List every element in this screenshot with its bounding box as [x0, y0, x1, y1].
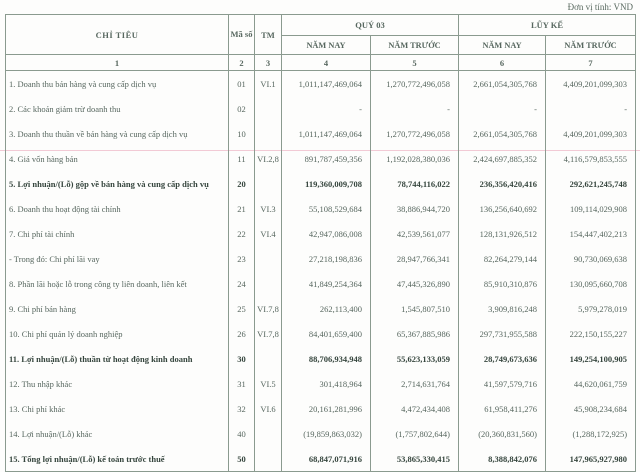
value-lk-nam-truoc: 5,979,278,019 [546, 296, 636, 321]
row-label: 14. Lợi nhuận/(Lỗ) khác [6, 421, 229, 446]
col-number: 3 [255, 55, 282, 71]
value-lk-nam-nay: 297,731,955,588 [459, 321, 546, 346]
value-lk-nam-truoc: 4,409,201,099,303 [546, 121, 636, 146]
row-ma-so: 40 [229, 421, 255, 446]
table-row [6, 346, 636, 371]
value-lk-nam-truoc: 292,621,245,748 [546, 171, 636, 196]
row-ma-so: 50 [229, 446, 255, 472]
row-ma-so: 22 [229, 221, 255, 246]
row-ma-so: 20 [229, 171, 255, 196]
row-label: - Trong đó: Chi phí lãi vay [6, 246, 229, 271]
value-lk-nam-nay: 61,958,411,276 [459, 396, 546, 421]
table-row [6, 146, 636, 171]
table-row [6, 196, 636, 221]
row-label: 13. Chi phí khác [6, 396, 229, 421]
row-tm: VI.2,8 [255, 146, 282, 171]
value-q3-nam-nay: 55,108,529,684 [282, 196, 371, 221]
value-lk-nam-truoc: - [546, 96, 636, 121]
row-ma-so: 30 [229, 346, 255, 371]
row-tm: VI.7,8 [255, 296, 282, 321]
row-label: 15. Tổng lợi nhuận/(Lỗ) kế toán trước thuế [6, 446, 229, 472]
row-tm [255, 121, 282, 146]
value-lk-nam-truoc: 149,254,100,905 [546, 346, 636, 371]
value-q3-nam-truoc: 38,886,944,720 [371, 196, 459, 221]
header-q-nam-nay: NĂM NAY [282, 36, 371, 55]
value-lk-nam-truoc: 154,447,402,213 [546, 221, 636, 246]
value-lk-nam-truoc: 45,908,234,684 [546, 396, 636, 421]
header-ma-so: Mã số [229, 15, 255, 55]
table-row [6, 221, 636, 246]
table-row [6, 96, 636, 121]
col-number: 1 [6, 55, 229, 71]
value-lk-nam-nay: 236,356,420,416 [459, 171, 546, 196]
col-number: 5 [371, 55, 459, 71]
table-row [6, 371, 636, 396]
row-ma-so: 10 [229, 121, 255, 146]
value-lk-nam-truoc: (1,288,172,925) [546, 421, 636, 446]
value-q3-nam-truoc: 1,545,807,510 [371, 296, 459, 321]
value-lk-nam-nay: 82,264,279,144 [459, 246, 546, 271]
row-ma-so: 31 [229, 371, 255, 396]
column-number-row [6, 55, 636, 71]
value-lk-nam-nay: 136,256,640,692 [459, 196, 546, 221]
header-tm: TM [255, 15, 282, 55]
row-tm [255, 271, 282, 296]
row-tm [255, 246, 282, 271]
value-q3-nam-nay: 20,161,281,996 [282, 396, 371, 421]
value-q3-nam-nay: 68,847,071,916 [282, 446, 371, 472]
income-statement-table [5, 14, 636, 472]
value-lk-nam-nay: 8,388,842,076 [459, 446, 546, 472]
value-q3-nam-truoc: 53,865,330,415 [371, 446, 459, 472]
value-q3-nam-nay: 88,706,934,948 [282, 346, 371, 371]
row-ma-so: 01 [229, 71, 255, 97]
value-lk-nam-nay: 2,661,054,305,768 [459, 121, 546, 146]
value-q3-nam-truoc: 28,947,766,341 [371, 246, 459, 271]
value-q3-nam-nay: 84,401,659,400 [282, 321, 371, 346]
row-ma-so: 21 [229, 196, 255, 221]
value-q3-nam-nay: 262,113,400 [282, 296, 371, 321]
value-q3-nam-truoc: 4,472,434,408 [371, 396, 459, 421]
row-tm [255, 421, 282, 446]
value-lk-nam-nay: 3,909,816,248 [459, 296, 546, 321]
unit-label: Đơn vị tính: VND [567, 2, 633, 12]
value-lk-nam-truoc: 109,114,029,908 [546, 196, 636, 221]
row-tm [255, 96, 282, 121]
value-lk-nam-nay: 85,910,310,876 [459, 271, 546, 296]
row-label: 3. Doanh thu thuần về bán hàng và cung cấp dịch vụ [6, 121, 229, 146]
row-tm: VI.7,8 [255, 321, 282, 346]
value-lk-nam-truoc: 44,620,061,759 [546, 371, 636, 396]
table-row [6, 246, 636, 271]
value-q3-nam-nay: 891,787,459,356 [282, 146, 371, 171]
table-row [6, 446, 636, 472]
row-ma-so: 25 [229, 296, 255, 321]
header-luy-ke: LŨY KẾ [459, 15, 636, 36]
value-lk-nam-nay: (20,360,831,560) [459, 421, 546, 446]
value-q3-nam-truoc: 42,539,561,077 [371, 221, 459, 246]
value-q3-nam-truoc: 78,744,116,022 [371, 171, 459, 196]
row-ma-so: 32 [229, 396, 255, 421]
row-ma-so: 24 [229, 271, 255, 296]
row-ma-so: 11 [229, 146, 255, 171]
col-number: 4 [282, 55, 371, 71]
row-tm: VI.6 [255, 396, 282, 421]
row-label: 12. Thu nhập khác [6, 371, 229, 396]
row-label: 6. Doanh thu hoạt động tài chính [6, 196, 229, 221]
value-q3-nam-nay: 1,011,147,469,064 [282, 71, 371, 97]
value-q3-nam-nay: 301,418,964 [282, 371, 371, 396]
row-tm: VI.1 [255, 71, 282, 97]
header-quy-03: QUÝ 03 [282, 15, 459, 36]
col-number: 6 [459, 55, 546, 71]
row-tm [255, 171, 282, 196]
row-label: 8. Phần lãi hoặc lỗ trong công ty liên doanh, liên kết [6, 271, 229, 296]
row-tm [255, 346, 282, 371]
value-q3-nam-nay: (19,859,863,032) [282, 421, 371, 446]
header-chi-tieu: CHỈ TIÊU [6, 15, 229, 55]
row-label: 7. Chi phí tài chính [6, 221, 229, 246]
header-q-nam-truoc: NĂM TRƯỚC [371, 36, 459, 55]
value-q3-nam-nay: 119,360,009,708 [282, 171, 371, 196]
value-q3-nam-truoc: 2,714,631,764 [371, 371, 459, 396]
table-header [6, 15, 636, 71]
value-q3-nam-truoc: 1,270,772,496,058 [371, 121, 459, 146]
value-q3-nam-truoc: 1,270,772,496,058 [371, 71, 459, 97]
value-lk-nam-nay: 128,131,926,512 [459, 221, 546, 246]
header-lk-nam-truoc: NĂM TRƯỚC [546, 36, 636, 55]
row-ma-so: 26 [229, 321, 255, 346]
table-body [6, 71, 636, 472]
value-q3-nam-truoc: 55,623,133,059 [371, 346, 459, 371]
table-row [6, 71, 636, 97]
row-label: 2. Các khoản giảm trừ doanh thu [6, 96, 229, 121]
value-lk-nam-truoc: 130,095,660,708 [546, 271, 636, 296]
value-q3-nam-truoc: 65,367,885,986 [371, 321, 459, 346]
table-row [6, 296, 636, 321]
table-row [6, 321, 636, 346]
value-q3-nam-nay: 42,947,086,008 [282, 221, 371, 246]
value-lk-nam-truoc: 4,116,579,853,555 [546, 146, 636, 171]
value-q3-nam-truoc: - [371, 96, 459, 121]
table-row [6, 121, 636, 146]
col-number: 7 [546, 55, 636, 71]
value-lk-nam-nay: 41,597,579,716 [459, 371, 546, 396]
value-q3-nam-truoc: 1,192,028,380,036 [371, 146, 459, 171]
header-lk-nam-nay: NĂM NAY [459, 36, 546, 55]
row-tm: VI.3 [255, 196, 282, 221]
value-lk-nam-truoc: 4,409,201,099,303 [546, 71, 636, 97]
value-q3-nam-truoc: 47,445,326,890 [371, 271, 459, 296]
value-lk-nam-nay: - [459, 96, 546, 121]
value-lk-nam-truoc: 222,150,155,227 [546, 321, 636, 346]
value-lk-nam-truoc: 90,730,069,638 [546, 246, 636, 271]
value-lk-nam-nay: 28,749,673,636 [459, 346, 546, 371]
value-q3-nam-nay: - [282, 96, 371, 121]
table-row [6, 421, 636, 446]
value-q3-nam-nay: 41,849,254,364 [282, 271, 371, 296]
value-lk-nam-nay: 2,424,697,885,352 [459, 146, 546, 171]
row-tm: VI.5 [255, 371, 282, 396]
row-label: 5. Lợi nhuận/(Lỗ) gộp về bán hàng và cung cấp dịch vụ [6, 171, 229, 196]
table-row [6, 171, 636, 196]
row-tm [255, 446, 282, 472]
row-tm: VI.4 [255, 221, 282, 246]
row-ma-so: 02 [229, 96, 255, 121]
row-ma-so: 23 [229, 246, 255, 271]
table-row [6, 396, 636, 421]
value-q3-nam-truoc: (1,757,802,644) [371, 421, 459, 446]
row-label: 1. Doanh thu bán hàng và cung cấp dịch vụ [6, 71, 229, 97]
row-label: 10. Chi phí quản lý doanh nghiệp [6, 321, 229, 346]
table-row [6, 271, 636, 296]
value-q3-nam-nay: 27,218,198,836 [282, 246, 371, 271]
row-label: 11. Lợi nhuận/(Lỗ) thuần từ hoạt động kinh doanh [6, 346, 229, 371]
value-q3-nam-nay: 1,011,147,469,064 [282, 121, 371, 146]
row-label: 4. Giá vốn hàng bán [6, 146, 229, 171]
value-lk-nam-nay: 2,661,054,305,768 [459, 71, 546, 97]
value-lk-nam-truoc: 147,965,927,980 [546, 446, 636, 472]
row-label: 9. Chi phí bán hàng [6, 296, 229, 321]
col-number: 2 [229, 55, 255, 71]
